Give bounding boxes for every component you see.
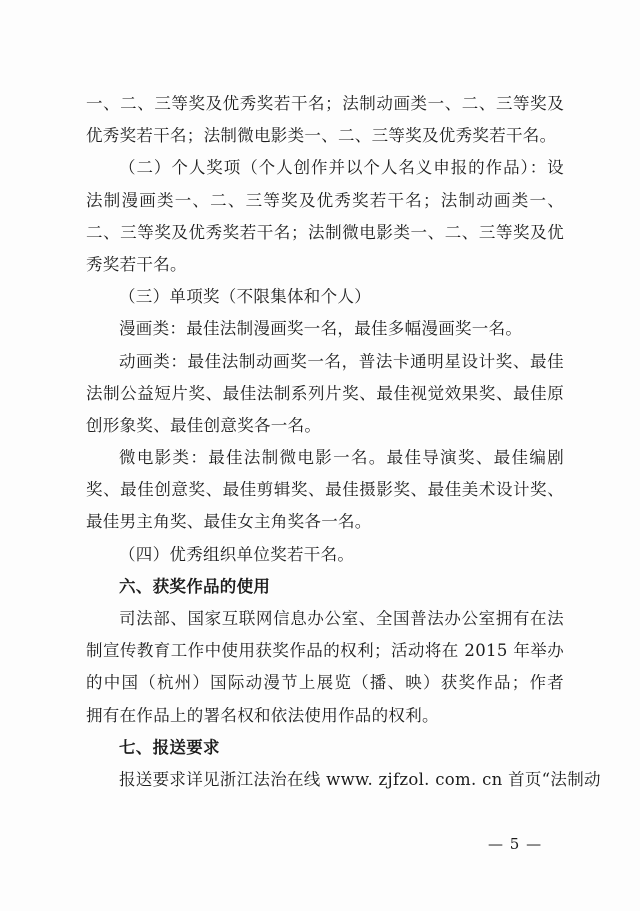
text-line: （二）个人奖项（个人创作并以个人名义申报的作品）：设 <box>119 158 564 178</box>
section-heading: 七、报送要求 <box>119 737 220 757</box>
text-line: 创形象奖、最佳创意奖各一名。 <box>86 415 322 435</box>
text-line: （四）优秀组织单位奖若干名。 <box>119 544 355 564</box>
text-line: 法制漫画类一、二、三等奖及优秀奖若干名；法制动画类一、 <box>86 190 564 210</box>
text-line: 奖、最佳创意奖、最佳剪辑奖、最佳摄影奖、最佳美术设计奖、 <box>86 480 564 500</box>
text-line: 制宣传教育工作中使用获奖作品的权利；活动将在 2015 年举办 <box>86 641 564 661</box>
text-line: 最佳男主角奖、最佳女主角奖各一名。 <box>86 512 372 532</box>
section-heading: 六、获奖作品的使用 <box>119 576 271 596</box>
text-line: 微电影类：最佳法制微电影一名。最佳导演奖、最佳编剧 <box>119 448 564 468</box>
text-line: 司法部、国家互联网信息办公室、全国普法办公室拥有在法 <box>119 609 564 628</box>
text-line: 动画类：最佳法制动画奖一名，普法卡通明星设计奖、最佳 <box>119 351 564 371</box>
page-number: — 5 — <box>488 835 543 853</box>
text-line: 二、三等奖及优秀奖若干名；法制微电影类一、二、三等奖及优 <box>86 222 564 242</box>
text-line: 秀奖若干名。 <box>86 254 187 274</box>
text-line: 法制公益短片奖、最佳法制系列片奖、最佳视觉效果奖、最佳原 <box>86 383 564 403</box>
text-line: 一、二、三等奖及优秀奖若干名；法制动画类一、二、三等奖及 <box>86 94 564 113</box>
text-line: 报送要求详见浙江法治在线 www. zjfzol. com. cn 首页“法制动 <box>119 769 601 789</box>
text-line: 优秀奖若干名；法制微电影类一、二、三等奖及优秀奖若干名。 <box>86 126 557 146</box>
document-body <box>86 88 601 796</box>
text-line: 漫画类：最佳法制漫画奖一名，最佳多幅漫画奖一名。 <box>119 319 523 339</box>
text-line: 的中国（杭州）国际动漫节上展览（播、映）获奖作品；作者 <box>86 673 564 693</box>
text-line: 拥有在作品上的署名权和依法使用作品的权利。 <box>86 705 439 725</box>
text-line: （三）单项奖（不限集体和个人） <box>119 287 371 307</box>
